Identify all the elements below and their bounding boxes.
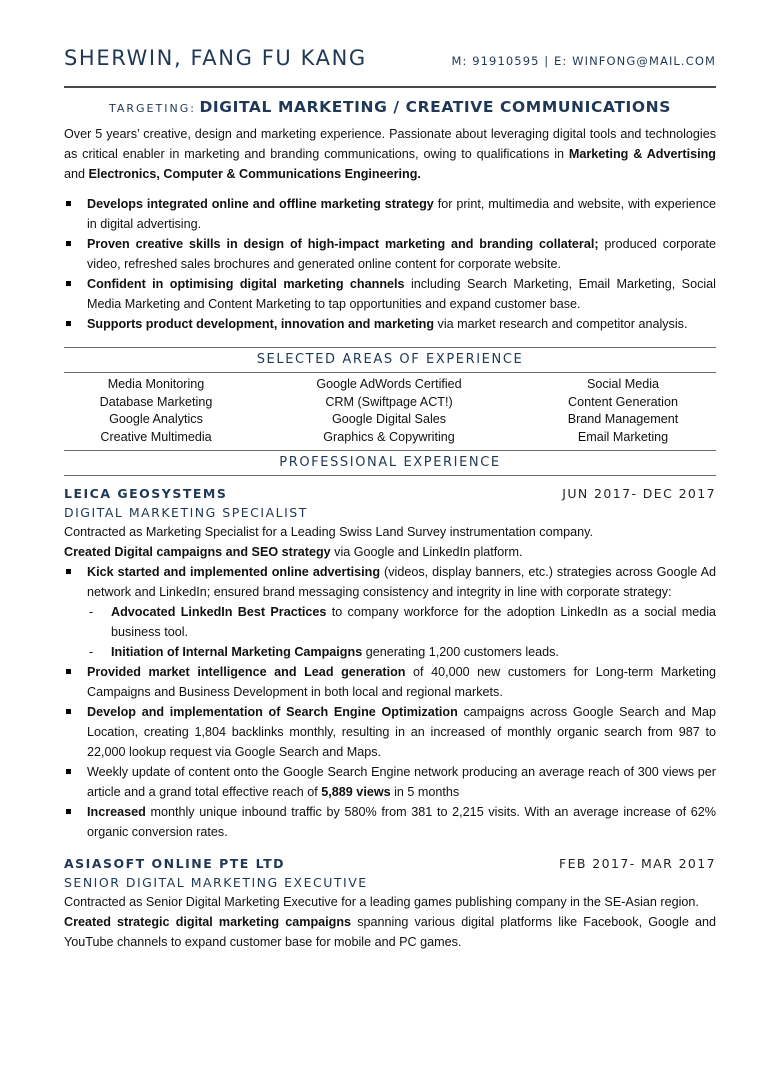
- bullet-bold-text: Confident in optimising digital marketing channels: [87, 277, 405, 291]
- bullet-bold-text: Initiation of Internal Marketing Campaigns: [111, 645, 363, 659]
- list-item: [64, 194, 716, 234]
- list-item: [64, 762, 716, 802]
- bullet-text: Weekly update of content onto the Google Search Engine network producing an average reach of 300 views per article and a grand total effective reach of: [87, 765, 716, 799]
- resume-header: [64, 48, 716, 82]
- bullet-bold-text: Advocated LinkedIn Best Practices: [111, 605, 327, 619]
- candidate-name: SHERWIN, FANG FU KANG: [64, 46, 367, 70]
- bullet-text: to company workforce for the adoption LinkedIn as a social media business tool.: [111, 605, 717, 639]
- list-item: [64, 234, 716, 274]
- bullet-square-icon: [66, 241, 71, 246]
- contact-info: M: 91910595 | E: WINFONG@MAIL.COM: [451, 54, 716, 68]
- job-header: [64, 854, 716, 874]
- job-header: [64, 484, 716, 504]
- resume-page: [64, 48, 716, 952]
- job-highlight: [64, 912, 716, 952]
- skill-item: Google Digital Sales: [331, 412, 447, 426]
- bullet-bold-text: Develops integrated online and offline marketing strategy: [87, 197, 434, 211]
- bullet-square-icon: [66, 709, 71, 714]
- targeting-value: DIGITAL MARKETING / CREATIVE COMMUNICATIONS: [199, 98, 671, 116]
- header-divider: [64, 86, 716, 88]
- skills-column-2: [254, 376, 524, 446]
- bullet-bold-text: 5,889 views: [321, 785, 391, 799]
- job-description: Contracted as Marketing Specialist for a Leading Swiss Land Survey instrumentation company.: [64, 525, 593, 539]
- job-highlight: [64, 542, 716, 562]
- skill-item: Email Marketing: [577, 429, 669, 444]
- skill-item: Database Marketing: [99, 394, 213, 409]
- summary-intro: Over 5 years’ creative, design and marketing experience. Passionate about leveraging digital tools and technologies as critical enabler in marketing and branding communications, owing to qualifications in: [64, 127, 716, 161]
- list-item: [64, 602, 716, 642]
- list-item: [64, 562, 716, 602]
- bullet-text: monthly unique inbound traffic by 580% from 381 to 2,215 visits. With an average increase of 62% organic conversion rates.: [87, 805, 716, 839]
- bullet-bold-text: Kick started and implemented online advertising: [87, 565, 381, 579]
- job-bullets-continued: [64, 662, 716, 842]
- bullet-text: for print, multimedia and website, with experience in digital advertising.: [87, 197, 716, 231]
- bullet-square-icon: [66, 281, 71, 286]
- bullet-square-icon: [66, 769, 71, 774]
- skill-item: Graphics & Copywriting: [323, 429, 455, 444]
- bullet-bold-text: Develop and implementation of Search Engine Optimization: [87, 705, 458, 719]
- dash-bullet: -: [89, 605, 94, 619]
- job-highlight-text: spanning various digital platforms like Facebook, Google and YouTube channels to expand customer base for mobile and PC games.: [64, 915, 716, 949]
- job-entry-leica: [64, 484, 716, 842]
- job-sub-bullets: [64, 602, 716, 662]
- skill-item: CRM (Swiftpage ACT!): [325, 394, 453, 409]
- job-highlight-text: via Google and LinkedIn platform.: [330, 545, 523, 559]
- bullet-text-after: in 5 months: [390, 785, 460, 799]
- job-role: DIGITAL MARKETING SPECIALIST: [64, 505, 308, 520]
- list-item: [64, 314, 716, 334]
- job-highlight-bold: Created Digital campaigns and SEO strategy: [64, 545, 331, 559]
- dash-bullet: -: [89, 645, 94, 659]
- skill-item: Media Monitoring: [107, 377, 205, 391]
- bullet-text: produced corporate video, refreshed sales brochures and generated online content for corporate website.: [87, 237, 716, 271]
- job-role: SENIOR DIGITAL MARKETING EXECUTIVE: [64, 875, 368, 890]
- bullet-text: generating 1,200 customers leads.: [362, 645, 559, 659]
- list-item: [64, 274, 716, 314]
- experience-section-title: PROFESSIONAL EXPERIENCE: [279, 455, 501, 470]
- skill-item: Brand Management: [567, 412, 679, 426]
- skills-column-3: [530, 376, 716, 446]
- bullet-square-icon: [66, 569, 71, 574]
- summary-bullets: [64, 194, 716, 334]
- job-dates: JUN 2017- DEC 2017: [562, 486, 716, 501]
- skill-item: Google AdWords Certified: [316, 377, 462, 391]
- bullet-text: of 40,000 new customers for Long-term Marketing Campaigns and Business Development in both local and regional markets.: [87, 665, 716, 699]
- skill-item: Google Analytics: [109, 412, 203, 426]
- summary-qualification-2: Electronics, Computer & Communications Engineering.: [88, 167, 421, 181]
- summary-paragraph: [64, 124, 716, 184]
- section-divider: [64, 475, 716, 476]
- job-entry-asiasoft: [64, 854, 716, 952]
- job-highlight-bold: Created strategic digital marketing campaigns: [64, 915, 352, 929]
- bullet-square-icon: [66, 201, 71, 206]
- company-name: ASIASOFT ONLINE PTE LTD: [64, 856, 285, 871]
- bullet-square-icon: [66, 321, 71, 326]
- summary-and: and: [64, 167, 89, 181]
- list-item: [64, 802, 716, 842]
- skills-grid: [64, 373, 716, 450]
- job-description: Contracted as Senior Digital Marketing Executive for a leading games publishing company in the SE-Asian region.: [64, 895, 699, 909]
- skill-item: Creative Multimedia: [100, 429, 212, 444]
- job-dates: FEB 2017- MAR 2017: [559, 856, 716, 871]
- list-item: [64, 702, 716, 762]
- skills-column-1: [64, 376, 248, 446]
- bullet-bold-text: Supports product development, innovation and marketing: [87, 317, 435, 331]
- company-name: LEICA GEOSYSTEMS: [64, 486, 228, 501]
- job-bullets: [64, 562, 716, 602]
- bullet-square-icon: [66, 809, 71, 814]
- list-item: [64, 662, 716, 702]
- summary-qualification-1: Marketing & Advertising: [568, 147, 716, 161]
- bullet-text: (videos, display banners, etc.) strategies across Google Ad network and LinkedIn; ensured brand messaging consistency and integrity in line with corporate strategy:: [87, 565, 716, 599]
- targeting-line: [64, 96, 716, 118]
- bullet-bold-text: Provided market intelligence and Lead generation: [87, 665, 406, 679]
- bullet-text: via market research and competitor analysis.: [434, 317, 688, 331]
- bullet-square-icon: [66, 669, 71, 674]
- skill-item: Content Generation: [568, 394, 678, 409]
- areas-section-title: SELECTED AREAS OF EXPERIENCE: [256, 352, 524, 367]
- bullet-text: including Search Marketing, Email Marketing, Social Media Marketing and Content Marketing to tap opportunities and expand customer base.: [87, 277, 716, 311]
- bullet-bold-text: Proven creative skills in design of high-impact marketing and branding collateral;: [87, 237, 599, 251]
- list-item: [64, 642, 716, 662]
- bullet-bold-text: Increased: [87, 805, 146, 819]
- targeting-label: TARGETING:: [109, 102, 196, 115]
- bullet-text: campaigns across Google Search and Map Location, creating 1,804 backlinks monthly, resulting in an increased of monthly organic search from 987 to 22,000 lookup request via Google Search and Maps.: [87, 705, 716, 759]
- skill-item: Social Media: [586, 377, 660, 391]
